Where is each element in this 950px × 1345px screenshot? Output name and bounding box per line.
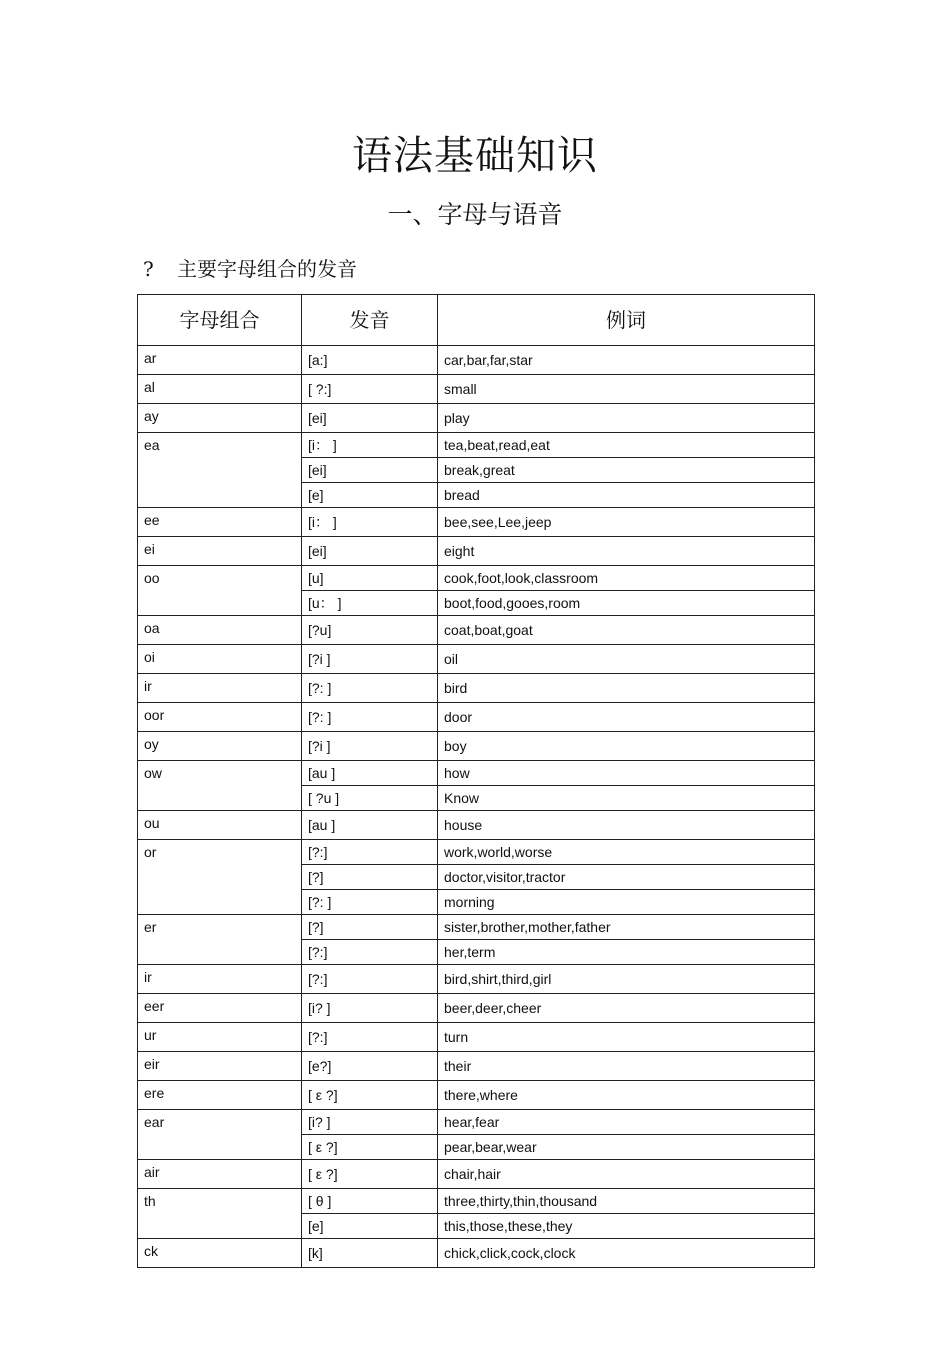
table-row [138, 566, 815, 591]
letter-combination-cell: oor [138, 703, 302, 732]
table-row [138, 1052, 815, 1081]
table-row [138, 811, 815, 840]
table-row [138, 761, 815, 786]
table-row [138, 994, 815, 1023]
phonics-table [137, 294, 815, 1268]
table-row [138, 915, 815, 940]
pronunciation-cell: [k] [302, 1239, 438, 1268]
example-words-cell: break,great [438, 458, 815, 483]
letter-combination-cell: oa [138, 616, 302, 645]
example-words-cell: doctor,visitor,tractor [438, 865, 815, 890]
pronunciation-cell: [ ε ?] [302, 1160, 438, 1189]
example-words-cell: house [438, 811, 815, 840]
pronunciation-cell: [i? ] [302, 1110, 438, 1135]
pronunciation-cell: [i： ] [302, 508, 438, 537]
pronunciation-cell: [ei] [302, 404, 438, 433]
page-title: 语法基础知识 [352, 133, 598, 179]
pronunciation-cell: [e] [302, 483, 438, 508]
example-words-cell: bee,see,Lee,jeep [438, 508, 815, 537]
letter-combination-cell: al [138, 375, 302, 404]
letter-combination-cell: ar [138, 346, 302, 375]
example-words-cell: her,term [438, 940, 815, 965]
table-row [138, 1081, 815, 1110]
pronunciation-cell: [ei] [302, 537, 438, 566]
example-words-cell: bird,shirt,third,girl [438, 965, 815, 994]
example-words-cell: hear,fear [438, 1110, 815, 1135]
example-words-cell: their [438, 1052, 815, 1081]
example-words-cell: oil [438, 645, 815, 674]
pronunciation-cell: [au ] [302, 761, 438, 786]
table-header-row [138, 295, 815, 346]
header-examples: 例词 [438, 295, 815, 346]
letter-combination-cell: oy [138, 732, 302, 761]
letter-combination-cell: ere [138, 1081, 302, 1110]
subsection-heading [143, 255, 357, 283]
pronunciation-cell: [?i ] [302, 645, 438, 674]
pronunciation-cell: [?:] [302, 840, 438, 865]
example-words-cell: three,thirty,thin,thousand [438, 1189, 815, 1214]
example-words-cell: this,those,these,they [438, 1214, 815, 1239]
bullet-marker: ? [143, 257, 154, 281]
pronunciation-cell: [ ε ?] [302, 1081, 438, 1110]
table-row [138, 616, 815, 645]
table-row [138, 433, 815, 458]
example-words-cell: bird [438, 674, 815, 703]
pronunciation-cell: [?u] [302, 616, 438, 645]
example-words-cell: car,bar,far,star [438, 346, 815, 375]
example-words-cell: door [438, 703, 815, 732]
letter-combination-cell: ei [138, 537, 302, 566]
pronunciation-cell: [i? ] [302, 994, 438, 1023]
pronunciation-cell: [?] [302, 865, 438, 890]
example-words-cell: how [438, 761, 815, 786]
table-row [138, 1239, 815, 1268]
pronunciation-cell: [i： ] [302, 433, 438, 458]
table-row [138, 645, 815, 674]
pronunciation-cell: [ ?:] [302, 375, 438, 404]
letter-combination-cell: or [138, 840, 302, 915]
letter-combination-cell: er [138, 915, 302, 965]
example-words-cell: pear,bear,wear [438, 1135, 815, 1160]
table-row [138, 703, 815, 732]
table-row [138, 404, 815, 433]
example-words-cell: chick,click,cock,clock [438, 1239, 815, 1268]
letter-combination-cell: ay [138, 404, 302, 433]
letter-combination-cell: ear [138, 1110, 302, 1160]
example-words-cell: turn [438, 1023, 815, 1052]
table-row [138, 1023, 815, 1052]
letter-combination-cell: ir [138, 674, 302, 703]
example-words-cell: eight [438, 537, 815, 566]
pronunciation-cell: [?] [302, 915, 438, 940]
table-row [138, 1160, 815, 1189]
example-words-cell: beer,deer,cheer [438, 994, 815, 1023]
header-combination: 字母组合 [138, 295, 302, 346]
table-row [138, 965, 815, 994]
pronunciation-cell: [?:] [302, 940, 438, 965]
pronunciation-cell: [u： ] [302, 591, 438, 616]
table-row [138, 674, 815, 703]
letter-combination-cell: air [138, 1160, 302, 1189]
example-words-cell: small [438, 375, 815, 404]
letter-combination-cell: th [138, 1189, 302, 1239]
letter-combination-cell: eir [138, 1052, 302, 1081]
table-row [138, 1110, 815, 1135]
example-words-cell: morning [438, 890, 815, 915]
example-words-cell: there,where [438, 1081, 815, 1110]
table-body [138, 346, 815, 1268]
table-row [138, 537, 815, 566]
example-words-cell: boot,food,gooes,room [438, 591, 815, 616]
pronunciation-cell: [e?] [302, 1052, 438, 1081]
letter-combination-cell: ea [138, 433, 302, 508]
pronunciation-cell: [?:] [302, 1023, 438, 1052]
section-heading: 一、字母与语音 [387, 200, 563, 229]
table-row [138, 508, 815, 537]
letter-combination-cell: ir [138, 965, 302, 994]
example-words-cell: coat,boat,goat [438, 616, 815, 645]
example-words-cell: play [438, 404, 815, 433]
table-row [138, 732, 815, 761]
letter-combination-cell: ee [138, 508, 302, 537]
example-words-cell: sister,brother,mother,father [438, 915, 815, 940]
pronunciation-cell: [ θ ] [302, 1189, 438, 1214]
pronunciation-cell: [?: ] [302, 674, 438, 703]
pronunciation-cell: [ ε ?] [302, 1135, 438, 1160]
table-row [138, 840, 815, 865]
letter-combination-cell: oo [138, 566, 302, 616]
example-words-cell: bread [438, 483, 815, 508]
example-words-cell: work,world,worse [438, 840, 815, 865]
letter-combination-cell: eer [138, 994, 302, 1023]
example-words-cell: Know [438, 786, 815, 811]
letter-combination-cell: ow [138, 761, 302, 811]
example-words-cell: cook,foot,look,classroom [438, 566, 815, 591]
subsection-text: 主要字母组合的发音 [177, 257, 357, 281]
pronunciation-cell: [ei] [302, 458, 438, 483]
pronunciation-cell: [?: ] [302, 703, 438, 732]
pronunciation-cell: [au ] [302, 811, 438, 840]
letter-combination-cell: oi [138, 645, 302, 674]
table-row [138, 375, 815, 404]
header-pronunciation: 发音 [302, 295, 438, 346]
pronunciation-cell: [e] [302, 1214, 438, 1239]
pronunciation-cell: [ ?u ] [302, 786, 438, 811]
example-words-cell: boy [438, 732, 815, 761]
example-words-cell: tea,beat,read,eat [438, 433, 815, 458]
table-row [138, 346, 815, 375]
table-row [138, 1189, 815, 1214]
letter-combination-cell: ck [138, 1239, 302, 1268]
letter-combination-cell: ou [138, 811, 302, 840]
letter-combination-cell: ur [138, 1023, 302, 1052]
pronunciation-cell: [?: ] [302, 890, 438, 915]
pronunciation-cell: [a:] [302, 346, 438, 375]
pronunciation-cell: [?:] [302, 965, 438, 994]
pronunciation-cell: [?i ] [302, 732, 438, 761]
example-words-cell: chair,hair [438, 1160, 815, 1189]
pronunciation-cell: [u] [302, 566, 438, 591]
